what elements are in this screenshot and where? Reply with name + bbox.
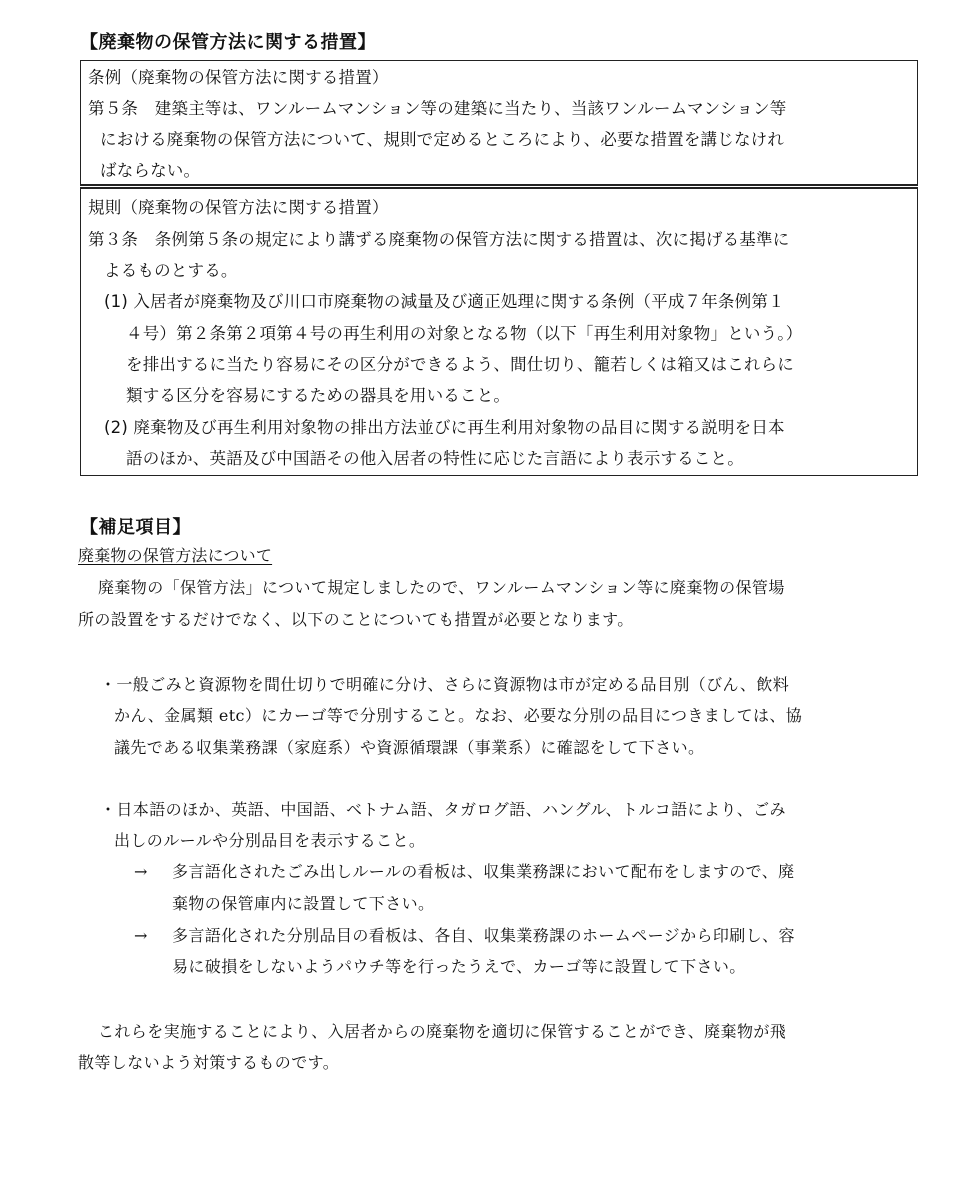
ordinance-heading: 条例（廃棄物の保管方法に関する措置） (88, 68, 389, 87)
bullet1-line-1: ・一般ごみと資源物を間仕切りで明確に分け、さらに資源物は市が定める品目別（びん、飲料 (100, 675, 790, 694)
arrow1-line-2: 棄物の保管庫内に設置して下さい。 (172, 894, 435, 913)
rules-line-2: よるものとする。 (104, 261, 238, 280)
rules-line-7: (2) 廃棄物及び再生利用対象物の排出方法並びに再生利用対象物の品目に関する説明を日本 (104, 418, 785, 437)
bullet1-line-3: 議先である収集業務課（家庭系）や資源循環課（事業系）に確認をして下さい。 (114, 738, 705, 757)
supplement-title: 【補足項目】 (80, 517, 191, 538)
arrow1-line-1: 多言語化されたごみ出しルールの看板は、収集業務課において配布をしますので、廃 (172, 862, 795, 881)
rules-line-4: ４号）第２条第２項第４号の再生利用の対象となる物（以下「再生利用対象物」という。） (126, 324, 803, 343)
closing-line-1: これらを実施することにより、入居者からの廃棄物を適切に保管することができ、廃棄物が飛 (98, 1022, 787, 1041)
intro-line-1: 廃棄物の「保管方法」について規定しましたので、ワンルームマンション等に廃棄物の保管場 (98, 578, 785, 597)
rules-line-8: 語のほか、英語及び中国語その他入居者の特性に応じた言語により表示すること。 (126, 449, 744, 468)
ordinance-line-3: ばならない。 (100, 161, 201, 180)
arrow1-icon: → (134, 862, 148, 881)
rules-line-3: (1) 入居者が廃棄物及び川口市廃棄物の減量及び適正処理に関する条例（平成７年条例第１ (104, 292, 785, 311)
ordinance-line-1: 第５条 建築主等は、ワンルームマンション等の建築に当たり、当該ワンルームマンション等 (88, 99, 787, 118)
bullet1-line-2: かん、金属類 etc）にカーゴ等で分別すること。なお、必要な分別の品目につきましては、協 (114, 706, 803, 725)
rules-heading: 規則（廃棄物の保管方法に関する措置） (88, 198, 389, 217)
rules-line-6: 類する区分を容易にするための器具を用いること。 (126, 386, 511, 405)
rules-line-1: 第３条 条例第５条の規定により講ずる廃棄物の保管方法に関する措置は、次に掲げる基準に (88, 230, 790, 249)
ordinance-line-2: における廃棄物の保管方法について、規則で定めるところにより、必要な措置を講じなけれ (100, 130, 785, 149)
supplement-subheading: 廃棄物の保管方法について (78, 546, 273, 565)
arrow2-line-1: 多言語化された分別品目の看板は、各自、収集業務課のホームページから印刷し、容 (172, 926, 795, 945)
arrow2-line-2: 易に破損をしないようパウチ等を行ったうえで、カーゴ等に設置して下さい。 (172, 957, 746, 976)
measures-title: 【廃棄物の保管方法に関する措置】 (80, 32, 376, 53)
bullet2-line-1: ・日本語のほか、英語、中国語、ベトナム語、タガログ語、ハングル、トルコ語により、ごみ (100, 800, 786, 819)
rules-line-5: を排出するに当たり容易にその区分ができるよう、間仕切り、籠若しくは箱又はこれらに (126, 355, 794, 374)
bullet2-line-2: 出しのルールや分別品目を表示すること。 (114, 831, 426, 850)
arrow2-icon: → (134, 926, 148, 945)
intro-line-2: 所の設置をするだけでなく、以下のことについても措置が必要となります。 (78, 610, 634, 629)
closing-line-2: 散等しないよう対策するものです。 (78, 1053, 340, 1072)
